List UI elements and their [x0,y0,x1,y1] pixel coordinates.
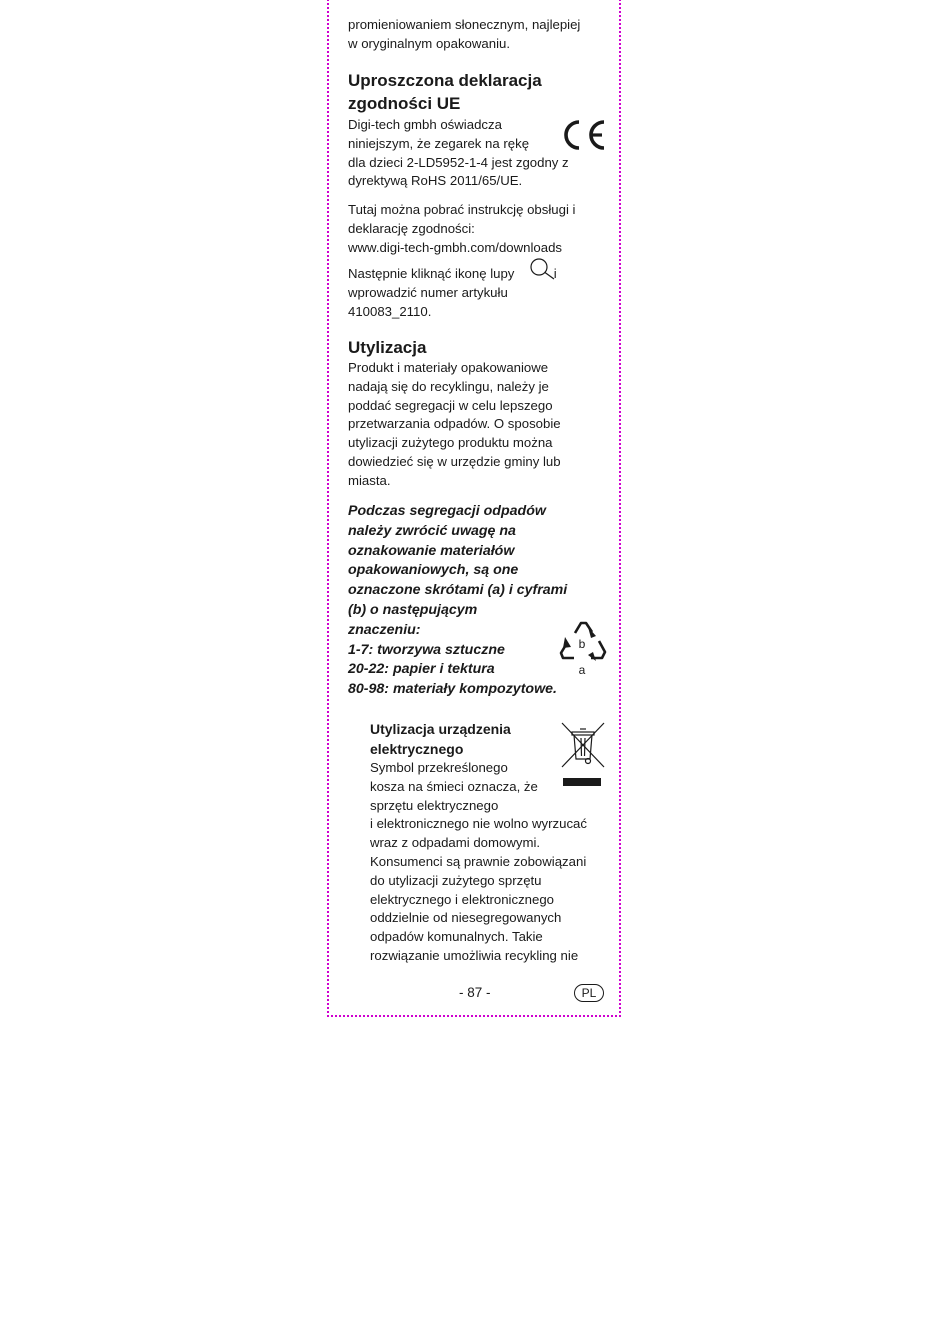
ce-mark-icon [560,119,608,151]
electrical-heading: Utylizacja urządzenia elektrycznego [370,721,511,757]
declaration-heading: Uproszczona deklaracja zgodności UE [348,71,542,113]
electrical-body: Symbol przekreślonego kosza na śmieci oznacza, że sprzętu elektrycznego i elektronicznego nie wolno wyrzucać wraz z odpadami domowymi. Konsumenci są prawnie zobowiązani do utylizacji zużytego sprzętu elektrycznego i elektronicznego oddzielnie od niesegregowanych odpadów komunalnych. Takie rozwiązanie umożliwia recykling nie [370,760,587,963]
disposal-heading: Utylizacja [348,338,427,357]
recycling-material-label: a [578,663,586,677]
next-step-text: Następnie kliknąć ikonę lupy i wprowadzić numer artykułu 410083_2110. [348,266,557,319]
magnifier-icon [528,257,556,281]
recycling-symbol-icon [558,619,608,677]
segregation-notice: Podczas segregacji odpadów należy zwrócić uwagę na oznakowanie materiałów opakowaniowych, są one oznaczone skrótami (a) i cyframi (b) o następującym znaczeniu: 1-7: tworzywa sztuczne 20-22: papier i tektura 80-98: materiały kompozytowe. [348,503,568,698]
recycling-number-label: b [578,637,586,651]
language-badge: PL [574,984,604,1002]
intro-text: promieniowaniem słonecznym, najlepiej w oryginalnym opakowaniu. [348,17,581,51]
manual-page [327,0,621,1017]
page-number: - 87 - [459,985,491,1000]
download-url: www.digi-tech-gmbh.com/downloads [348,239,563,255]
declaration-body: Digi-tech gmbh oświadcza niniejszym, że zegarek na rękę dla dzieci 2-LD5952-1-4 jest zgodny z dyrektywą RoHS 2011/65/UE. [348,117,569,189]
download-text: Tutaj można pobrać instrukcję obsługi i deklarację zgodności: www.digi-tech-gmbh.com/downloads [348,201,575,257]
disposal-body: Produkt i materiały opakowaniowe nadają się do recyklingu, należy je poddać segregacji w celu lepszego przetwarzania odpadów. O sposobie utylizacji zużytego produktu można dowiedzieć się w urzędzie gminy lub miasta. [348,360,561,488]
